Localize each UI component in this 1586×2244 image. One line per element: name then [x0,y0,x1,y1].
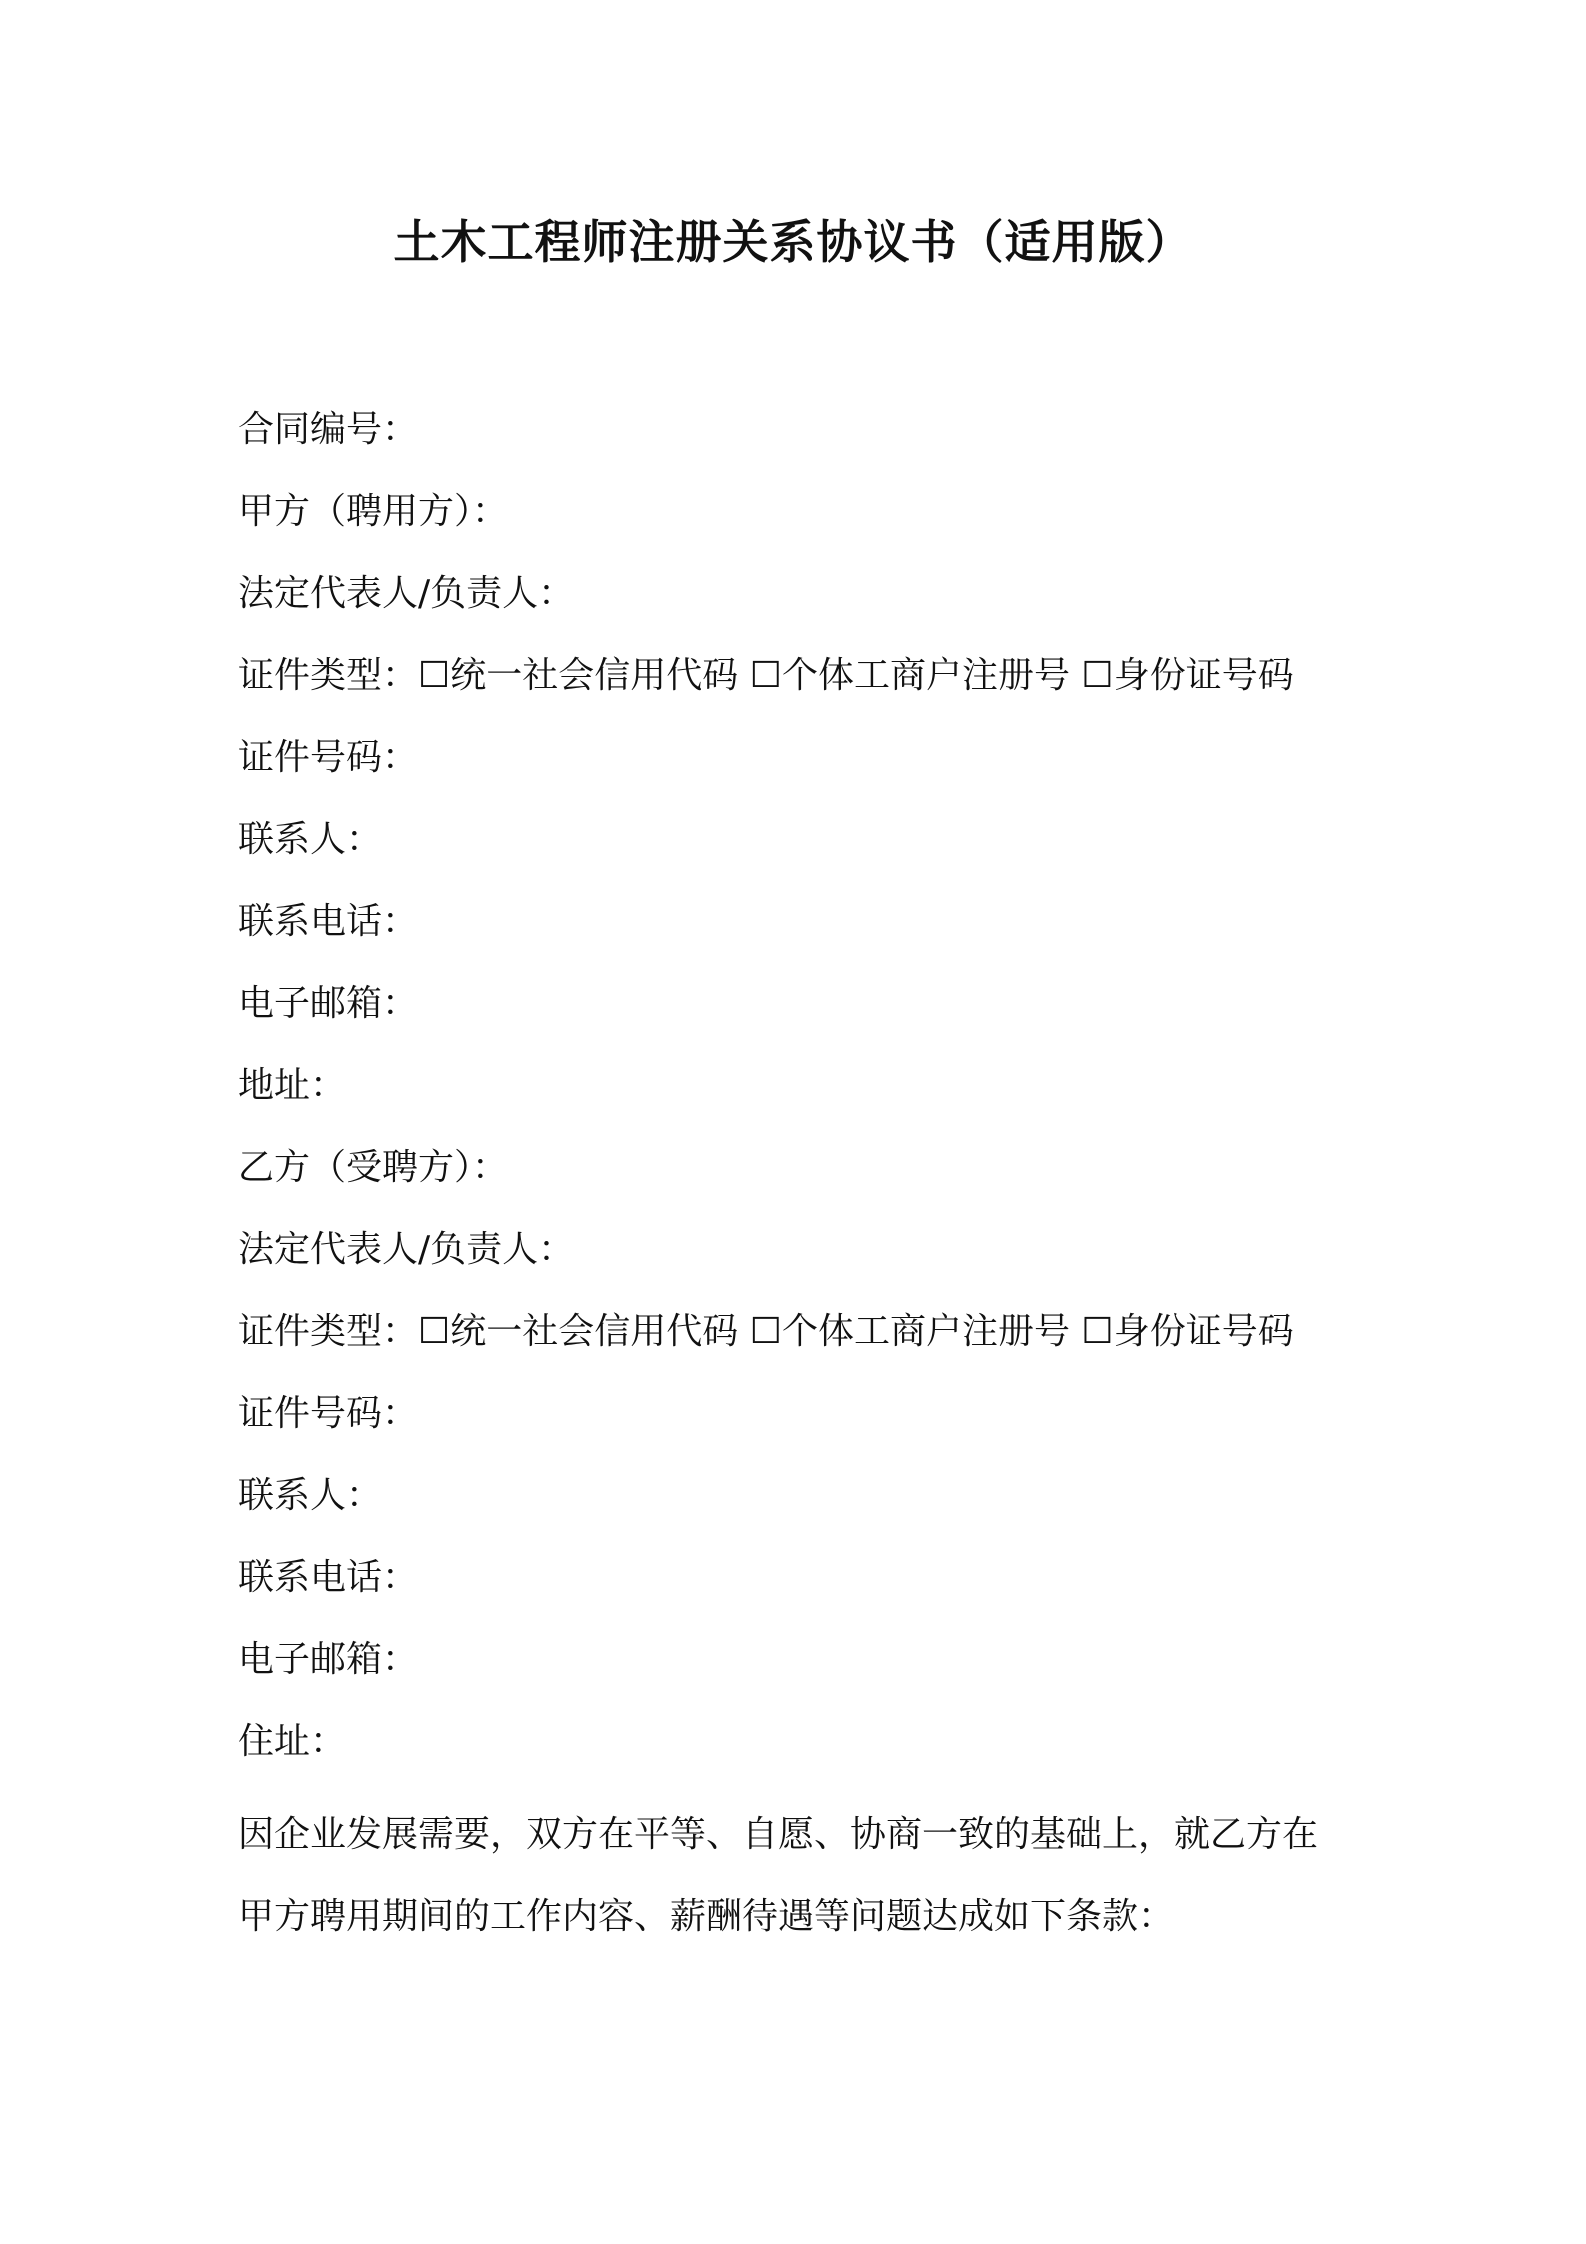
party-a-label: 甲方（聘用方）： [238,491,509,532]
party-b-label: 乙方（受聘方）： [238,1147,509,1188]
party-a-id-number-label: 证件号码： [238,737,419,778]
party-a-email-label: 电子邮箱： [238,983,419,1024]
party-b-id-type-line: 证件类型：☐统一社会信用代码 ☐个体工商户注册号 ☐身份证号码 [238,1311,1294,1352]
party-a-contact-label: 联系人： [238,819,383,860]
party-a-address-label: 地址： [238,1065,347,1106]
party-b-legal-representative-label: 法定代表人/负责人： [238,1229,575,1270]
contract-number-label: 合同编号： [238,409,419,450]
party-b-phone-label: 联系电话： [238,1557,419,1598]
document-title: 土木工程师注册关系协议书（适用版） [393,215,1193,269]
document-body [238,400,1358,1958]
party-a-id-type-line: 证件类型：☐统一社会信用代码 ☐个体工商户注册号 ☐身份证号码 [238,655,1294,696]
party-a-legal-representative-label: 法定代表人/负责人： [238,573,575,614]
party-b-email-label: 电子邮箱： [238,1639,419,1680]
party-b-id-number-label: 证件号码： [238,1393,419,1434]
party-b-contact-label: 联系人： [238,1475,383,1516]
party-b-address-label: 住址： [238,1721,347,1762]
agreement-intro-paragraph: 因企业发展需要，双方在平等、自愿、协商一致的基础上，就乙方在甲方聘用期间的工作内容、薪酬待遇等问题达成如下条款： [238,1814,1319,1937]
party-a-phone-label: 联系电话： [238,901,419,942]
